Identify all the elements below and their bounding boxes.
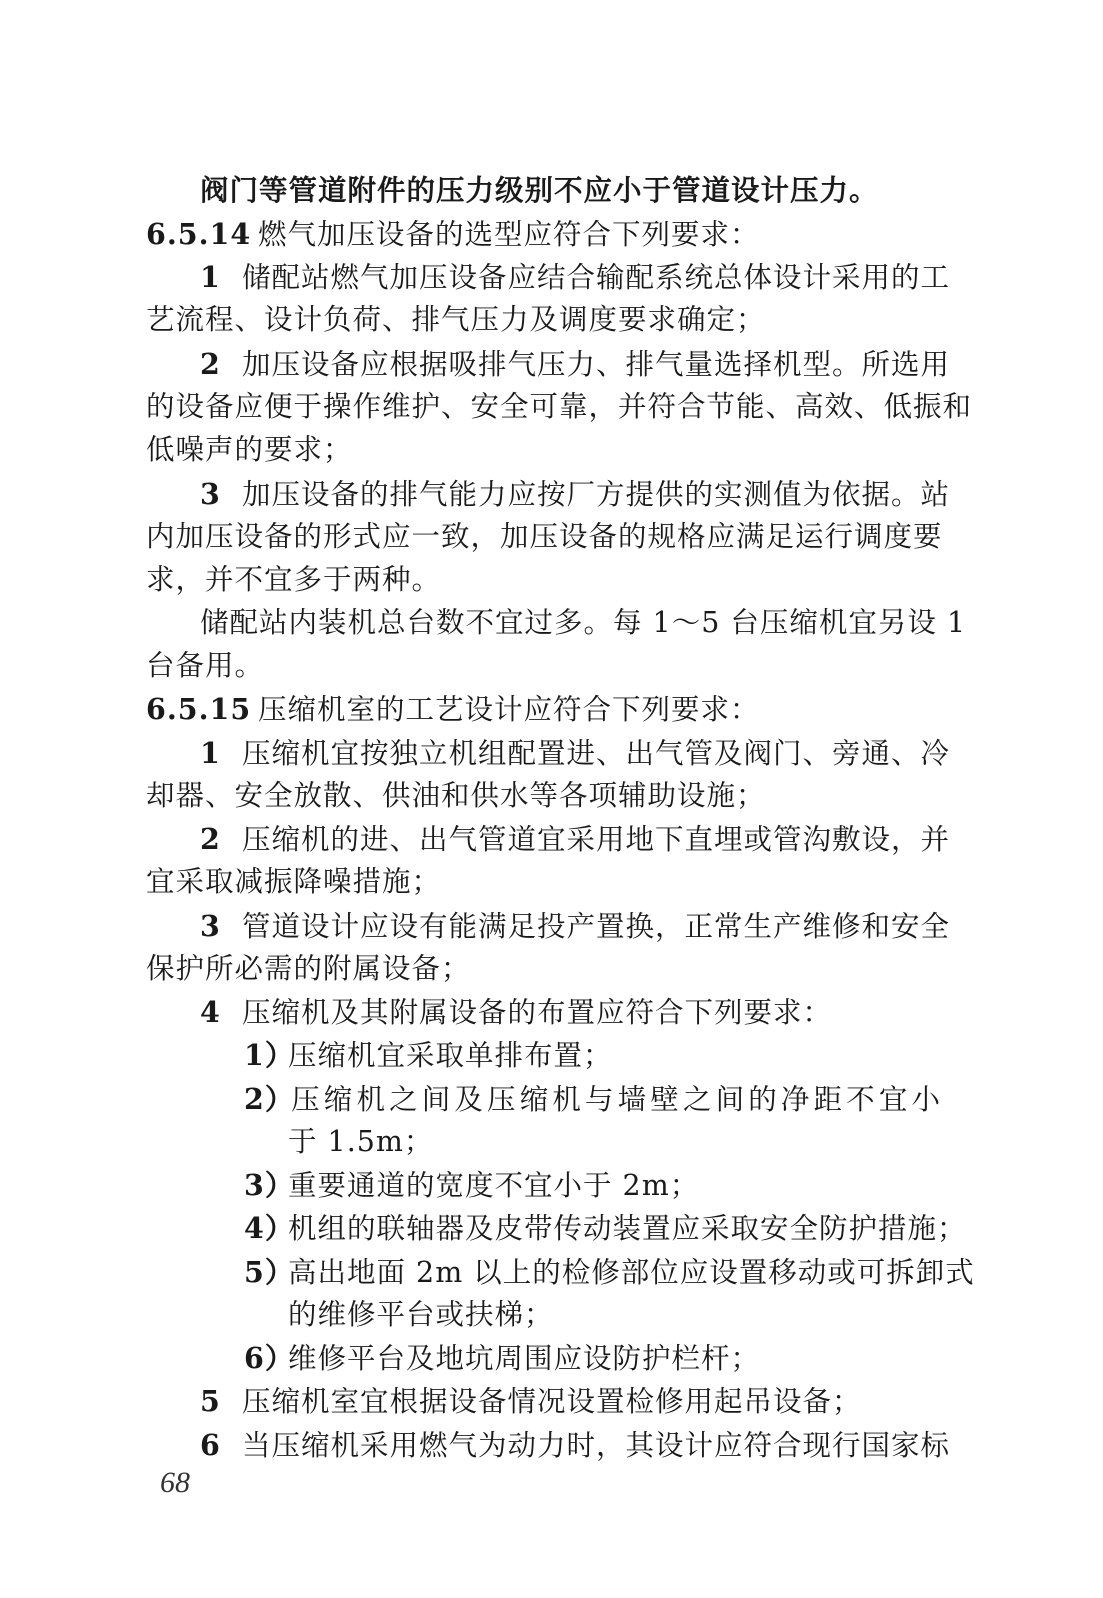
text-line: 的维修平台或扶梯； — [288, 1298, 554, 1331]
text-line: 台备用。 — [146, 649, 265, 682]
text-line: 艺流程、设计负荷、排气压力及调度要求确定； — [146, 303, 766, 336]
sub-item-number: 3） — [244, 1168, 295, 1202]
text-line: 阀门等管道附件的压力级别不应小于管道设计压力。 — [200, 173, 879, 207]
sub-item-number: 1） — [244, 1038, 295, 1072]
sub-item: 6）维修平台及地坑周围应设防护栏杆； — [244, 1338, 941, 1378]
item-number: 2 — [200, 347, 221, 381]
sub-item-number: 5） — [244, 1255, 295, 1289]
text-line: 3 管道设计应设有能满足投产置换，正常生产维修和安全 — [200, 906, 941, 946]
item-number: 2 — [200, 822, 221, 856]
text-line: 3 加压设备的排气能力应按厂方提供的实测值为依据。站 — [200, 474, 941, 514]
item-number: 1 — [200, 260, 221, 294]
text-line: 2 加压设备应根据吸排气压力、排气量选择机型。所选用 — [200, 344, 941, 384]
text-line: 低噪声的要求； — [146, 433, 353, 466]
item-number: 1 — [200, 736, 221, 770]
text-line: 1 压缩机宜按独立机组配置进、出气管及阀门、旁通、冷 — [200, 733, 941, 773]
text-line: 却器、安全放散、供油和供水等各项辅助设施； — [146, 779, 766, 812]
sub-item: 4）机组的联轴器及皮带传动装置应采取安全防护措施； — [244, 1208, 941, 1248]
item-number: 3 — [200, 909, 221, 943]
text-line: 5 压缩机室宜根据设备情况设置检修用起吊设备； — [200, 1381, 941, 1421]
clause-number: 6.5.15 — [146, 692, 252, 726]
sub-item: 5）高出地面 2m 以上的检修部位应设置移动或可拆卸式 — [244, 1252, 941, 1292]
text-line: 2 压缩机的进、出气管道宜采用地下直埋或管沟敷设，并 — [200, 819, 941, 859]
text-line: 1 储配站燃气加压设备应结合输配系统总体设计采用的工 — [200, 257, 941, 297]
item-number: 5 — [200, 1384, 221, 1418]
text-line: 内加压设备的形式应一致，加压设备的规格应满足运行调度要 — [146, 520, 943, 553]
sub-item: 1）压缩机宜采取单排布置； — [244, 1035, 941, 1075]
text-line: 保护所必需的附属设备； — [146, 952, 471, 985]
text-line: 于 1.5m； — [288, 1125, 434, 1158]
text-line: 储配站内装机总台数不宜过多。每 1～5 台压缩机宜另设 1 — [200, 606, 967, 639]
item-number: 6 — [200, 1428, 221, 1462]
clause-number: 6.5.14 — [146, 217, 252, 251]
item-number: 4 — [200, 995, 221, 1029]
text-line: 6 当压缩机采用燃气为动力时，其设计应符合现行国家标 — [200, 1425, 941, 1465]
sub-item: 2）压缩机之间及压缩机与墙壁之间的净距不宜小 — [244, 1079, 941, 1119]
clause-6-5-15: 6.5.15 压缩机室的工艺设计应符合下列要求： — [146, 689, 941, 729]
page-number: 68 — [160, 1466, 190, 1499]
text-line: 求，并不宜多于两种。 — [146, 563, 442, 596]
text-line: 4 压缩机及其附属设备的布置应符合下列要求： — [200, 992, 941, 1032]
clause-6-5-14: 6.5.14 燃气加压设备的选型应符合下列要求： — [146, 214, 941, 254]
sub-item-number: 2） — [244, 1082, 295, 1116]
sub-item-number: 4） — [244, 1211, 295, 1245]
text-line: 的设备应便于操作维护、安全可靠，并符合节能、高效、低振和 — [146, 390, 973, 423]
sub-item-number: 6） — [244, 1341, 295, 1375]
item-number: 3 — [200, 477, 221, 511]
text-line: 宜采取减振降噪措施； — [146, 865, 442, 898]
sub-item: 3）重要通道的宽度不宜小于 2m； — [244, 1165, 941, 1205]
